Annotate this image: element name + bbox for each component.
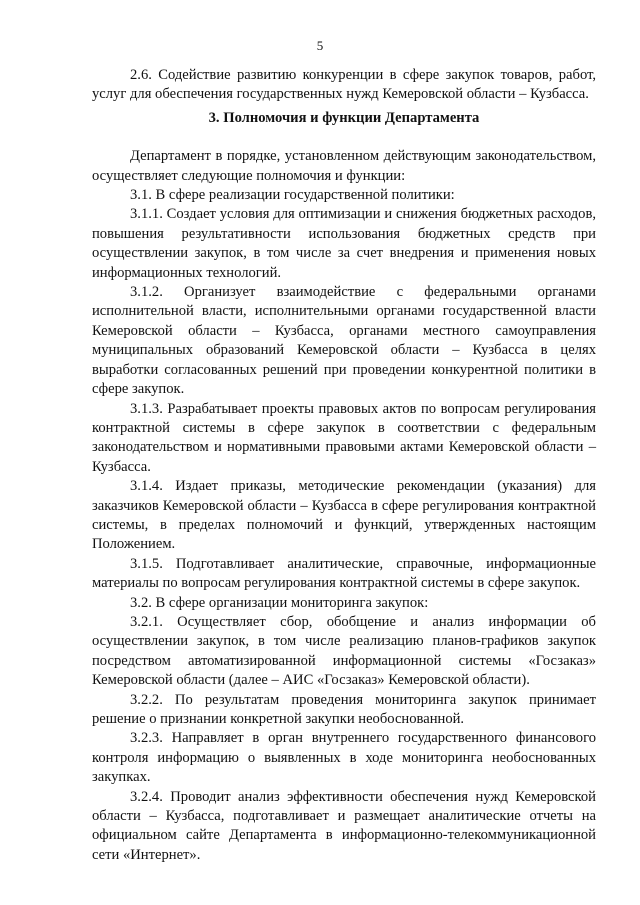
item-3-1-2: 3.1.2. Организует взаимодействие с федеральными органами исполнительной власти, исполнительными органами государственной власти Кемеровской области – Кузбасса, органами местного самоуправления муниципальных образований Кемеровской области – Кузбасса в целях выработки согласованных решений при проведении конкурентной политики в сфере закупок. <box>92 284 596 398</box>
page-number: 5 <box>316 38 324 53</box>
item-3-1-3: 3.1.3. Разрабатывает проекты правовых актов по вопросам регулирования контрактной системы в сфере закупок в соответствии с федеральным законодательством и нормативными правовыми актами Кемеровской области – Кузбасса. <box>92 400 596 475</box>
item-3-2-2: 3.2.2. По результатам проведения мониторинга закупок принимает решение о признании конкретной закупки необоснованной. <box>92 691 596 727</box>
paragraph-2-6: 2.6. Содействие развитию конкуренции в сфере закупок товаров, работ, услуг для обеспечения государственных нужд Кемеровской области – Кузбасса. <box>92 67 596 103</box>
item-3-1-4: 3.1.4. Издает приказы, методические рекомендации (указания) для заказчиков Кемеровской области – Кузбасса в сфере регулирования контрактной системы, в пределах полномочий и функций, утвержденных настоящим Положением. <box>92 478 596 553</box>
item-3-2-1: 3.2.1. Осуществляет сбор, обобщение и анализ информации об осуществлении закупок, в том числе реализацию планов-графиков закупок посредством автоматизированной информационной системы «Госзаказ» Кемеровской области (далее – АИС «Госзаказ» Кемеровской области). <box>92 613 596 689</box>
item-3-2: 3.2. В сфере организации мониторинга закупок: <box>130 594 429 611</box>
section-intro: Департамент в порядке, установленном действующим законодательством, осуществляет следующие полномочия и функции: <box>92 148 596 184</box>
item-3-2-4: 3.2.4. Проводит анализ эффективности обеспечения нужд Кемеровской области – Кузбасса, подготавливает и размещает аналитические отчеты на официальном сайте Департамента в информационно-телекоммуникационной сети «Интернет». <box>92 788 596 863</box>
item-3-1: 3.1. В сфере реализации государственной политики: <box>130 187 455 204</box>
section-title: 3. Полномочия и функции Департамента <box>208 109 480 126</box>
item-3-1-1: 3.1.1. Создает условия для оптимизации и снижения бюджетных расходов, повышения результативности использования бюджетных средств при осуществлении закупок, в том числе за счет внедрения и применения новых информационных технологий. <box>92 206 596 281</box>
item-3-1-5: 3.1.5. Подготавливает аналитические, справочные, информационные материалы по вопросам регулирования контрактной системы в сфере закупок. <box>92 555 596 592</box>
document-body <box>92 66 596 865</box>
item-3-2-3: 3.2.3. Направляет в орган внутреннего государственного финансового контроля информацию о выявленных в ходе мониторинга необоснованных закупках. <box>92 730 596 786</box>
